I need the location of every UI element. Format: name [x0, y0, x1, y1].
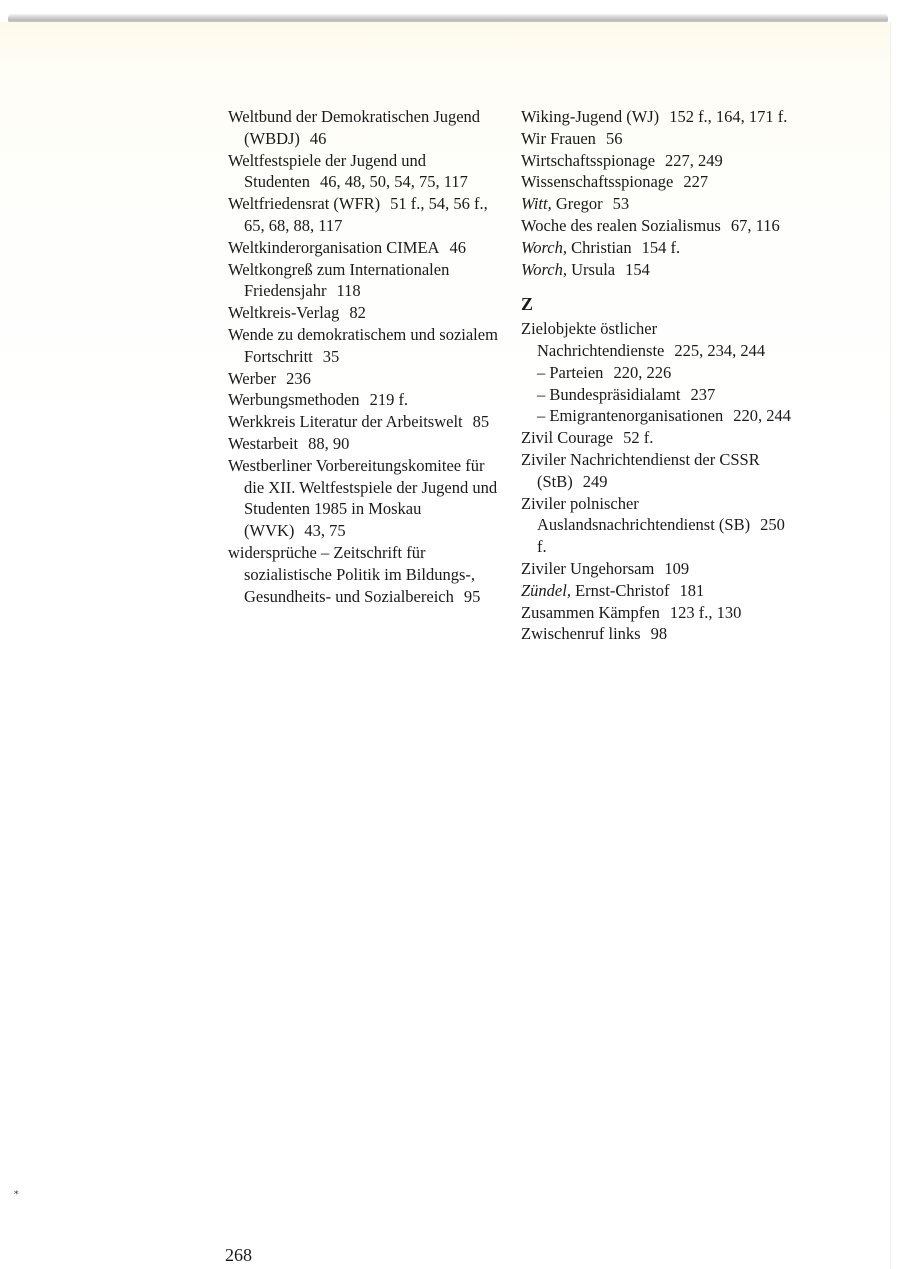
entry-pages: 95: [463, 586, 481, 606]
index-column-left: [228, 106, 498, 607]
entry-pages: 98: [650, 624, 668, 644]
entry-term: Ziviler Nachrichtendienst der CSSR (StB): [521, 449, 760, 491]
index-entry: [228, 368, 498, 390]
index-entry: [521, 449, 791, 493]
index-entry: [228, 259, 498, 303]
entry-pages: 85: [472, 412, 490, 432]
entry-pages: 154: [625, 259, 650, 279]
subentry-term: – Emigrantenorganisationen: [537, 406, 724, 426]
entry-pages: 52 f.: [623, 428, 654, 448]
entry-pages: 82: [349, 303, 366, 323]
entry-pages: 53: [612, 194, 630, 214]
book-page: [0, 22, 891, 1269]
entry-pages: 35: [322, 346, 340, 366]
entry-surname: Worch,: [521, 237, 567, 257]
index-subentry: [521, 405, 791, 427]
entry-surname: Zündel,: [521, 580, 571, 600]
entry-term: Werber: [228, 368, 277, 388]
entry-term: Wende zu demokratischem und sozialem Fortschritt: [228, 324, 498, 366]
index-entry: [228, 433, 498, 455]
entry-term: Wiking-Jugend (WJ): [521, 107, 660, 126]
entry-pages: 236: [286, 368, 311, 388]
entry-pages: 67, 116: [730, 215, 780, 235]
index-subentry: [521, 384, 791, 406]
entry-term: widersprüche – Zeitschrift für sozialistische Politik im Bildungs-, Gesundheits- und Sozialbereich: [228, 542, 475, 606]
entry-pages: 109: [664, 558, 690, 578]
entry-term: Woche des realen Sozialismus: [521, 215, 721, 235]
entry-term: Wir Frauen: [521, 128, 596, 148]
entry-pages: 46: [449, 237, 466, 257]
entry-pages: 181: [679, 580, 705, 600]
index-entry: [521, 150, 791, 172]
entry-term: Werbungsmethoden: [228, 390, 360, 410]
entry-pages: 152 f., 164, 171 f.: [669, 107, 788, 126]
entry-pages: 56: [605, 128, 623, 148]
index-entry: [521, 171, 791, 193]
index-entry: [521, 318, 791, 362]
index-entry: [228, 302, 498, 324]
index-entry: [228, 455, 498, 542]
index-entry: [521, 215, 791, 237]
index-entry: [228, 324, 498, 368]
index-entry-person: [521, 237, 791, 259]
section-letter-heading: Z: [521, 294, 534, 315]
entry-term: Ziviler Ungehorsam: [521, 558, 655, 578]
index-entry: [521, 623, 791, 645]
entry-surname: Witt,: [521, 194, 552, 214]
page-number: 268: [225, 1245, 252, 1265]
entry-pages: 118: [336, 281, 361, 301]
index-entry: [521, 128, 791, 150]
entry-term: Zivil Courage: [521, 428, 614, 448]
entry-pages: 51 f., 54, 56 f., 65, 68, 88, 117: [244, 194, 488, 235]
index-entry: [521, 106, 791, 128]
index-entry: [228, 150, 498, 194]
entry-term: Zwischenruf links: [521, 624, 641, 644]
entry-term: Zusammen Kämpfen: [521, 602, 660, 622]
entry-pages: 154 f.: [641, 237, 681, 257]
index-entry: [521, 558, 791, 580]
scan-speck-mark: ⁎: [14, 1186, 19, 1196]
entry-term: Weltkinderorganisation CIMEA: [228, 237, 440, 257]
entry-given-name: Christian: [571, 237, 632, 257]
entry-pages: 46, 48, 50, 54, 75, 117: [320, 172, 468, 192]
entry-surname: Worch,: [521, 259, 567, 279]
entry-term: Ziviler polnischer Auslandsnachrichtendienst (SB): [521, 493, 751, 535]
entry-given-name: Gregor: [555, 194, 603, 214]
entry-pages: 219 f.: [369, 390, 409, 410]
entry-pages: 123 f., 130: [669, 602, 742, 622]
entry-term: Westberliner Vorbereitungskomitee für die XII. Weltfestspiele der Jugend und Studenten 1985 in Moskau (WVK): [228, 455, 498, 541]
index-entry: [228, 193, 498, 237]
entry-given-name: Ernst-Christof: [575, 580, 670, 600]
entry-term: Weltfriedensrat (WFR): [228, 194, 381, 214]
entry-term: Weltfestspiele der Jugend und Studenten: [228, 150, 426, 192]
index-entry: [228, 411, 498, 433]
entry-term: Werkkreis Literatur der Arbeitswelt: [228, 412, 463, 432]
entry-pages: 46: [309, 128, 327, 148]
index-entry: [228, 389, 498, 411]
index-entry-person: [521, 193, 791, 215]
index-entry: [228, 237, 498, 259]
entry-pages: 227: [683, 172, 709, 192]
entry-term: Zielobjekte östlicher Nachrichtendienste: [521, 319, 665, 360]
index-entry: [228, 106, 498, 150]
entry-pages: 88, 90: [308, 433, 350, 453]
index-entry: [228, 542, 498, 607]
entry-term: Westarbeit: [228, 433, 299, 453]
entry-pages: 220, 244: [733, 406, 791, 426]
entry-term: Weltkreis-Verlag: [228, 303, 340, 323]
entry-pages: 225, 234, 244: [674, 340, 766, 360]
index-entry-person: [521, 580, 791, 602]
index-column-right: [521, 106, 791, 645]
index-entry: [521, 427, 791, 449]
entry-pages: 237: [690, 384, 716, 404]
entry-term: Wirtschaftsspionage: [521, 150, 656, 170]
entry-pages: 249: [582, 471, 608, 491]
index-entry: [521, 602, 791, 624]
entry-pages: 43, 75: [304, 521, 346, 541]
entry-term: Weltkongreß zum Internationalen Friedensjahr: [228, 259, 450, 301]
entry-given-name: Ursula: [571, 259, 616, 279]
index-entry: [521, 493, 791, 558]
index-subentry: [521, 362, 791, 384]
subentry-term: – Bundespräsidialamt: [537, 384, 681, 404]
entry-term: Wissenschaftsspionage: [521, 172, 674, 192]
entry-term: Weltbund der Demokratischen Jugend (WBDJ): [228, 107, 481, 148]
index-entry-person: [521, 259, 791, 281]
subentry-term: – Parteien: [537, 362, 604, 382]
entry-pages: 250 f.: [537, 515, 785, 557]
entry-pages: 220, 226: [613, 362, 672, 382]
entry-pages: 227, 249: [665, 150, 723, 170]
